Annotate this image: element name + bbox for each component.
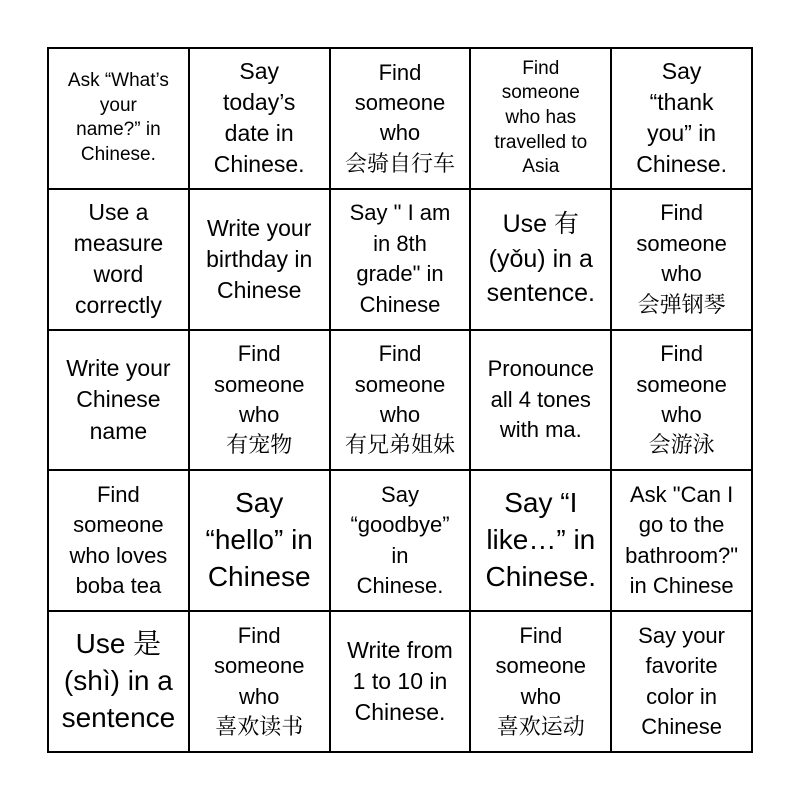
bingo-cell[interactable]: Find someone who 有宠物	[189, 330, 330, 471]
bingo-cell[interactable]: Find someone who has travelled to Asia	[470, 48, 611, 189]
bingo-cell[interactable]: Find someone who loves boba tea	[48, 470, 189, 611]
bingo-cell[interactable]: Say “goodbye” in Chinese.	[330, 470, 471, 611]
bingo-cell[interactable]: Find someone who 会弹钢琴	[611, 189, 752, 330]
bingo-cell[interactable]: Write your birthday in Chinese	[189, 189, 330, 330]
bingo-cell[interactable]: Say today’s date in Chinese.	[189, 48, 330, 189]
bingo-cell[interactable]: Say “thank you” in Chinese.	[611, 48, 752, 189]
bingo-cell[interactable]: Write your Chinese name	[48, 330, 189, 471]
bingo-cell[interactable]: Find someone who 会骑自行车	[330, 48, 471, 189]
bingo-cell[interactable]: Find someone who 有兄弟姐妹	[330, 330, 471, 471]
bingo-cell[interactable]: Ask “What’s your name?” in Chinese.	[48, 48, 189, 189]
bingo-cell[interactable]: Say " I am in 8th grade" in Chinese	[330, 189, 471, 330]
bingo-board	[47, 47, 753, 753]
bingo-cell[interactable]: Pronounce all 4 tones with ma.	[470, 330, 611, 471]
bingo-cell[interactable]: Write from 1 to 10 in Chinese.	[330, 611, 471, 752]
bingo-cell[interactable]: Say “I like…” in Chinese.	[470, 470, 611, 611]
bingo-cell[interactable]: Find someone who 喜欢运动	[470, 611, 611, 752]
bingo-cell[interactable]: Say “hello” in Chinese	[189, 470, 330, 611]
bingo-cell[interactable]: Use 是 (shì) in a sentence	[48, 611, 189, 752]
bingo-cell[interactable]: Find someone who 喜欢读书	[189, 611, 330, 752]
bingo-cell[interactable]: Ask "Can I go to the bathroom?" in Chinese	[611, 470, 752, 611]
bingo-cell[interactable]: Use 有 (yǒu) in a sentence.	[470, 189, 611, 330]
bingo-cell[interactable]: Say your favorite color in Chinese	[611, 611, 752, 752]
bingo-cell[interactable]: Use a measure word correctly	[48, 189, 189, 330]
bingo-cell[interactable]: Find someone who 会游泳	[611, 330, 752, 471]
